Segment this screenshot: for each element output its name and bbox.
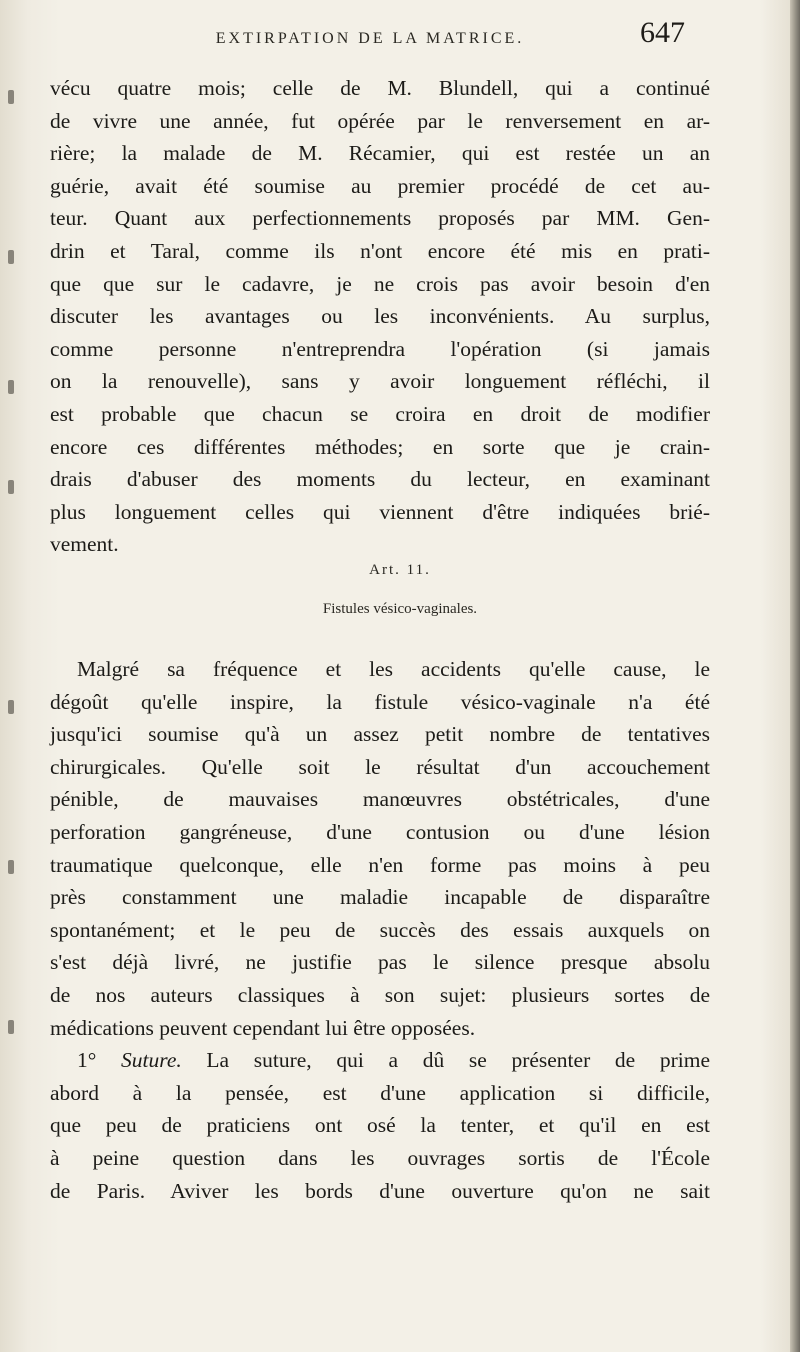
text-line: de nos auteurs classiques à son sujet: plusieurs sortes de bbox=[50, 982, 710, 1007]
text-line: dégoût qu'elle inspire, la fistule vésico-vaginale n'a été bbox=[50, 689, 710, 714]
text-line: Malgré sa fréquence et les accidents qu'elle cause, le bbox=[77, 657, 710, 681]
text-line: chirurgicales. Qu'elle soit le résultat d'un accouchement bbox=[50, 754, 710, 779]
article-label: Art. 11. bbox=[369, 562, 431, 578]
text-line: rière; la malade de M. Récamier, qui est restée un an bbox=[50, 141, 710, 166]
item-term: Suture. bbox=[121, 1048, 182, 1073]
text-line: médications peuvent cependant lui être opposées. bbox=[50, 1015, 476, 1040]
text-line: pénible, de mauvaises manœuvres obstétricales, d'une bbox=[50, 787, 710, 812]
text-line: comme personne n'entreprendra l'opération (si jamais bbox=[50, 336, 710, 361]
section-title: Fistules vésico-vaginales. bbox=[322, 601, 478, 617]
text-line: spontanément; et le peu de succès des essais auxquels on bbox=[50, 917, 710, 942]
text-line: guérie, avait été soumise au premier procédé de cet au- bbox=[50, 173, 710, 198]
text-line: vement. bbox=[50, 532, 119, 557]
page-number: 647 bbox=[640, 16, 685, 49]
text-line: drais d'abuser des moments du lecteur, en examinant bbox=[50, 467, 710, 492]
text-line: plus longuement celles qui viennent d'être indiquées brié- bbox=[50, 499, 710, 524]
paragraph-2 bbox=[50, 653, 710, 1207]
gutter-mark bbox=[8, 700, 14, 714]
text-line: de Paris. Aviver les bords d'une ouverture qu'on ne sait bbox=[50, 1178, 710, 1203]
item-text: La suture, qui a dû se présenter de prime bbox=[206, 1048, 711, 1073]
gutter-mark bbox=[8, 90, 14, 104]
text-line: drin et Taral, comme ils n'ont encore été mis en prati- bbox=[50, 238, 710, 263]
text-line: de vivre une année, fut opérée par le renversement en ar- bbox=[50, 108, 710, 133]
gutter-mark bbox=[8, 480, 14, 494]
text-line: discuter les avantages ou les inconvénients. Au surplus, bbox=[50, 304, 710, 329]
text-line: que que sur le cadavre, je ne crois pas avoir besoin d'en bbox=[50, 271, 710, 296]
item-number: 1° bbox=[77, 1048, 97, 1073]
text-line: est probable que chacun se croira en droit de modifier bbox=[50, 401, 710, 426]
text-line: vécu quatre mois; celle de M. Blundell, qui a continué bbox=[50, 76, 710, 100]
page-header bbox=[0, 14, 800, 64]
text-line: abord à la pensée, est d'une application si difficile, bbox=[50, 1080, 710, 1105]
text-line: que peu de praticiens ont osé la tenter, et qu'il en est bbox=[50, 1113, 710, 1138]
text-line: on la renouvelle), sans y avoir longuement réfléchi, il bbox=[50, 369, 710, 394]
text-line: s'est déjà livré, ne justifie pas le silence presque absolu bbox=[50, 950, 710, 975]
page-edge bbox=[790, 0, 800, 1352]
text-line: traumatique quelconque, elle n'en forme pas moins à peu bbox=[50, 852, 710, 877]
gutter-mark bbox=[8, 1020, 14, 1034]
running-head: EXTIRPATION DE LA MATRICE. bbox=[215, 30, 525, 47]
text-line bbox=[50, 1044, 710, 1077]
text-line: teur. Quant aux perfectionnements proposés par MM. Gen- bbox=[50, 206, 710, 231]
gutter-mark bbox=[8, 860, 14, 874]
paragraph-1 bbox=[50, 72, 710, 561]
text-line: à peine question dans les ouvrages sortis de l'École bbox=[50, 1145, 710, 1170]
text-line: encore ces différentes méthodes; en sorte que je crain- bbox=[50, 434, 710, 459]
text-line: jusqu'ici soumise qu'à un assez petit nombre de tentatives bbox=[50, 722, 710, 747]
text-line: perforation gangréneuse, d'une contusion ou d'une lésion bbox=[50, 819, 710, 844]
text-line: près constamment une maladie incapable de disparaître bbox=[50, 885, 710, 910]
gutter-mark bbox=[8, 380, 14, 394]
gutter-mark bbox=[8, 250, 14, 264]
